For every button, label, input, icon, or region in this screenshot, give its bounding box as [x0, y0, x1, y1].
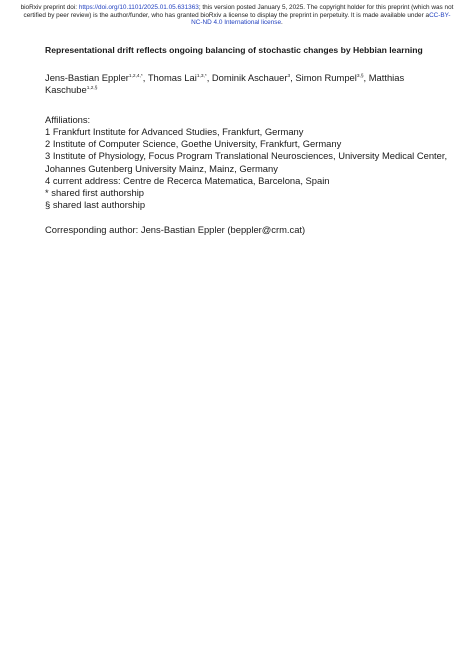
- authorship-note: § shared last authorship: [45, 199, 146, 211]
- banner-suffix: .: [281, 19, 283, 27]
- author-name: Matthias Kaschube: [45, 72, 405, 96]
- corresponding-author: Corresponding author: Jens-Bastian Eppler (beppler@crm.cat): [45, 224, 306, 236]
- author-affiliation-marker: 1,2,4,*: [128, 74, 143, 79]
- affiliation-line: 4 current address: Centre de Recerca Matematica, Barcelona, Spain: [45, 174, 330, 186]
- paper-title: Representational drift reflects ongoing balancing of stochastic changes by Hebbian learning: [45, 45, 423, 55]
- preprint-banner: [20, 4, 454, 27]
- affiliation-line: Johannes Gutenberg University Mainz, Mainz, Germany: [45, 162, 278, 174]
- banner-middle: ; this version posted January 5, 2025. The copyright holder for this preprint (which was not certified by peer review) is the author/funder, who has granted bioRxiv a license to display the preprint in perpetuity. It is made available under a: [23, 4, 454, 19]
- author-name: Jens-Bastian Eppler: [45, 72, 129, 83]
- author-name: Dominik Aschauer: [211, 72, 288, 83]
- affiliations-section: [45, 113, 448, 212]
- author-separator: ,: [290, 72, 296, 83]
- title-page: [45, 45, 448, 237]
- affiliation-line: 1 Frankfurt Institute for Advanced Studies, Frankfurt, Germany: [45, 126, 304, 138]
- author-separator: ,: [142, 72, 148, 83]
- authorship-note: * shared first authorship: [45, 187, 145, 199]
- author-separator: ,: [206, 72, 212, 83]
- affiliation-line: 3 Institute of Physiology, Focus Program Translational Neurosciences, University Medical Center,: [45, 150, 448, 162]
- banner-prefix: bioRxiv preprint doi:: [20, 4, 79, 11]
- author-affiliation-marker: 3: [287, 74, 291, 79]
- author-affiliation-marker: 1,3,*: [196, 74, 207, 79]
- author-name: Simon Rumpel: [295, 72, 357, 83]
- author-affiliation-marker: 3,§: [356, 74, 364, 79]
- author-list: [45, 72, 440, 97]
- license-link[interactable]: CC-BY-NC-ND 4.0 International license: [191, 11, 451, 27]
- author-separator: ,: [363, 72, 369, 83]
- affiliation-line: 2 Institute of Computer Science, Goethe University, Frankfurt, Germany: [45, 138, 342, 150]
- doi-link[interactable]: https://doi.org/10.1101/2025.01.05.631363: [78, 4, 199, 11]
- author-name: Thomas Lai: [147, 72, 197, 83]
- affiliations-heading: Affiliations:: [45, 113, 91, 125]
- author-affiliation-marker: 1,2,§: [86, 86, 98, 92]
